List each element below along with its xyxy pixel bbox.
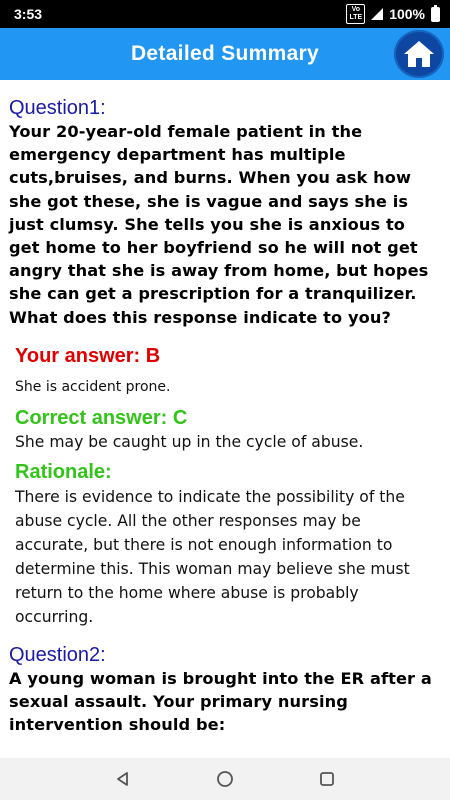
status-bar [0,0,450,28]
home-icon [403,39,435,69]
your-answer-label: Your answer: B [15,344,161,367]
question-text: A young woman is brought into the ER after a sexual assault. Your primary nursing intervention should be: [9,668,432,735]
page-title: Detailed Summary [130,42,320,65]
nav-home-button[interactable] [215,769,235,789]
rationale-label: Rationale: [15,460,112,483]
back-icon [115,771,131,787]
status-icons [346,4,440,24]
question-label: Question2: [9,643,106,666]
app-header [0,28,450,80]
nav-back-button[interactable] [113,769,133,789]
battery-percent: 100% [389,6,425,22]
system-nav-bar [0,758,450,800]
correct-answer-text: She may be caught up in the cycle of abuse. [15,432,364,451]
home-circle-icon [216,770,234,788]
volte-badge: Vo LTE [346,4,365,24]
battery-icon [431,7,440,22]
status-time: 3:53 [14,6,43,22]
question-label: Question1: [9,97,106,119]
recents-icon [319,771,335,787]
question-text: Your 20-year-old female patient in the emergency department has multiple cuts,bruises, and burns. When you ask how she got these, she is vague and says she is just clumsy. She tells you she is anxious to get home to her boyfriend so he will not get angry that she is away from home, but hopes she can get a prescription for a tranquilizer. What does this response indicate to you? [9,122,429,327]
nav-recents-button[interactable] [317,769,337,789]
signal-icon [371,8,383,20]
correct-answer-label: Correct answer: C [15,406,188,429]
summary-content[interactable] [0,80,450,758]
rationale-text: There is evidence to indicate the possibility of the abuse cycle. All the other responses may be accurate, but there is not enough information to determine this. This woman may believe she must return to the home where abuse is probably occurring. [15,487,410,626]
home-button[interactable] [394,30,444,78]
your-answer-text: She is accident prone. [15,378,171,395]
